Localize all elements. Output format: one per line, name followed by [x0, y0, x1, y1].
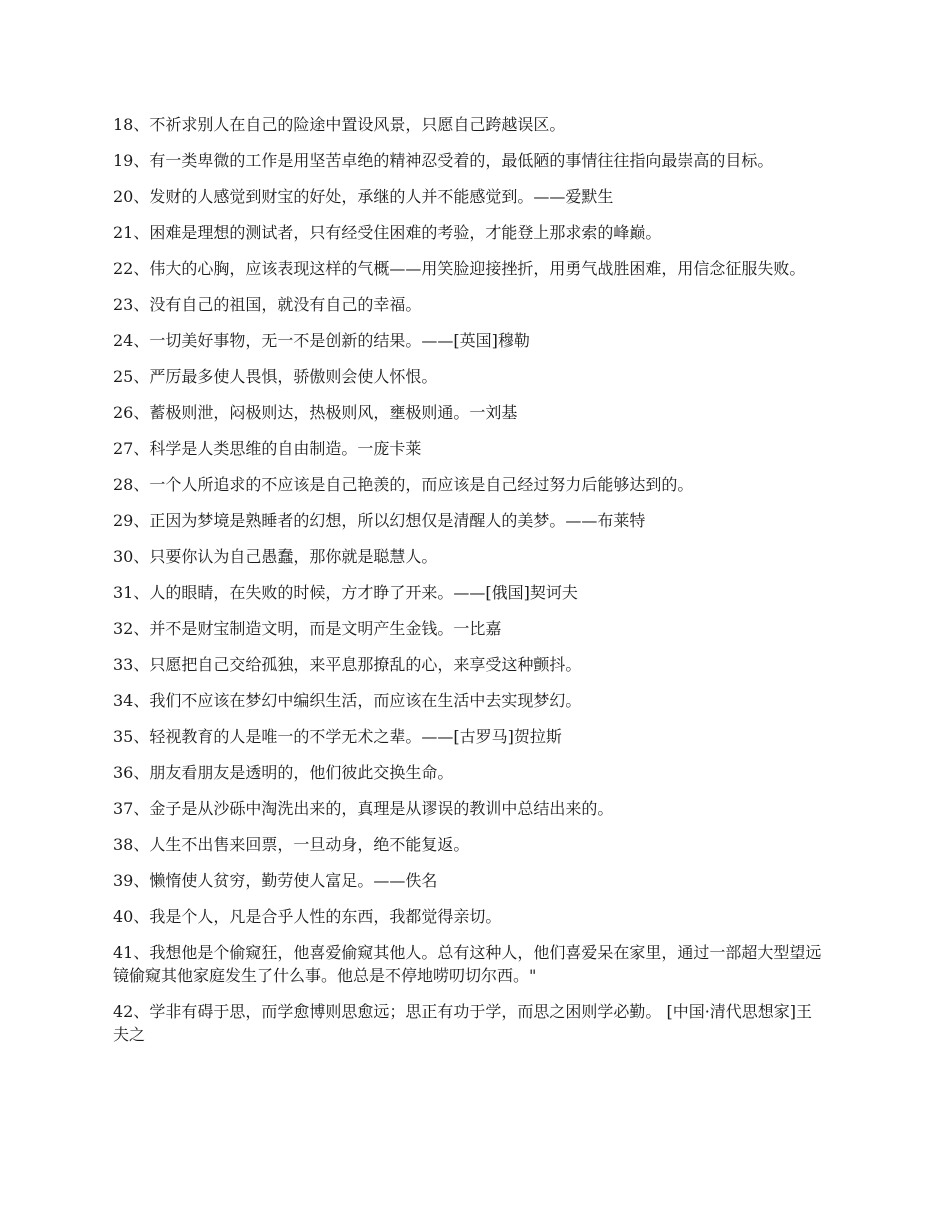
quote-item: 36、朋友看朋友是透明的，他们彼此交换生命。	[113, 763, 454, 782]
quote-item: 33、只愿把自己交给孤独，来平息那撩乱的心，来享受这种颤抖。	[113, 655, 582, 674]
quote-item: 21、困难是理想的测试者，只有经受住困难的考验，才能登上那求索的峰巅。	[113, 223, 662, 242]
quote-item: 22、伟大的心胸，应该表现这样的气概——用笑脸迎接挫折，用勇气战胜困难，用信念征服失败。	[113, 259, 806, 278]
quote-item: 34、我们不应该在梦幻中编织生活，而应该在生活中去实现梦幻。	[113, 691, 582, 710]
quote-item: 27、科学是人类思维的自由制造。一庞卡莱	[113, 439, 422, 458]
quote-item: 42、学非有碍于思，而学愈博则思愈远；思正有功于学，而思之困则学必勤。 [中国·清代思想家]王夫之	[113, 1002, 813, 1044]
quote-item: 41、我想他是个偷窥狂，他喜爱偷窥其他人。总有这种人，他们喜爱呆在家里，通过一部超大型望远镜偷窥其他家庭发生了什么事。他总是不停地唠叨切尔西。"	[113, 943, 822, 985]
quote-item: 37、金子是从沙砾中淘洗出来的，真理是从谬误的教训中总结出来的。	[113, 799, 614, 818]
quote-item: 20、发财的人感觉到财宝的好处，承继的人并不能感觉到。——爱默生	[113, 187, 614, 206]
quote-item: 18、不祈求别人在自己的险途中置设风景，只愿自己跨越误区。	[113, 115, 566, 134]
quote-item: 30、只要你认为自己愚蠢，那你就是聪慧人。	[113, 547, 438, 566]
quote-item: 38、人生不出售来回票，一旦动身，绝不能复返。	[113, 835, 470, 854]
quote-item: 24、一切美好事物，无一不是创新的结果。——[英国]穆勒	[113, 331, 530, 350]
quote-item: 40、我是个人，凡是合乎人性的东西，我都觉得亲切。	[113, 907, 502, 926]
quote-item: 35、轻视教育的人是唯一的不学无术之辈。——[古罗马]贺拉斯	[113, 727, 562, 746]
quote-item: 32、并不是财宝制造文明，而是文明产生金钱。一比嘉	[113, 619, 502, 638]
quote-item: 25、严厉最多使人畏惧，骄傲则会使人怀恨。	[113, 367, 438, 386]
quote-item: 31、人的眼睛，在失败的时候，方才睁了开来。——[俄国]契诃夫	[113, 583, 578, 602]
quote-item: 23、没有自己的祖国，就没有自己的幸福。	[113, 295, 422, 314]
document-page	[113, 113, 828, 1059]
quote-item: 28、一个人所追求的不应该是自己艳羡的，而应该是自己经过努力后能够达到的。	[113, 475, 694, 494]
quote-item: 29、正因为梦境是熟睡者的幻想，所以幻想仅是清醒人的美梦。——布莱特	[113, 511, 646, 530]
quote-item: 26、蓄极则泄，闷极则达，热极则风，壅极则通。一刘基	[113, 403, 518, 422]
quote-item: 19、有一类卑微的工作是用坚苦卓绝的精神忍受着的，最低陋的事情往往指向最崇高的目标。	[113, 151, 774, 170]
quote-item: 39、懒惰使人贫穷，勤劳使人富足。——佚名	[113, 871, 438, 890]
